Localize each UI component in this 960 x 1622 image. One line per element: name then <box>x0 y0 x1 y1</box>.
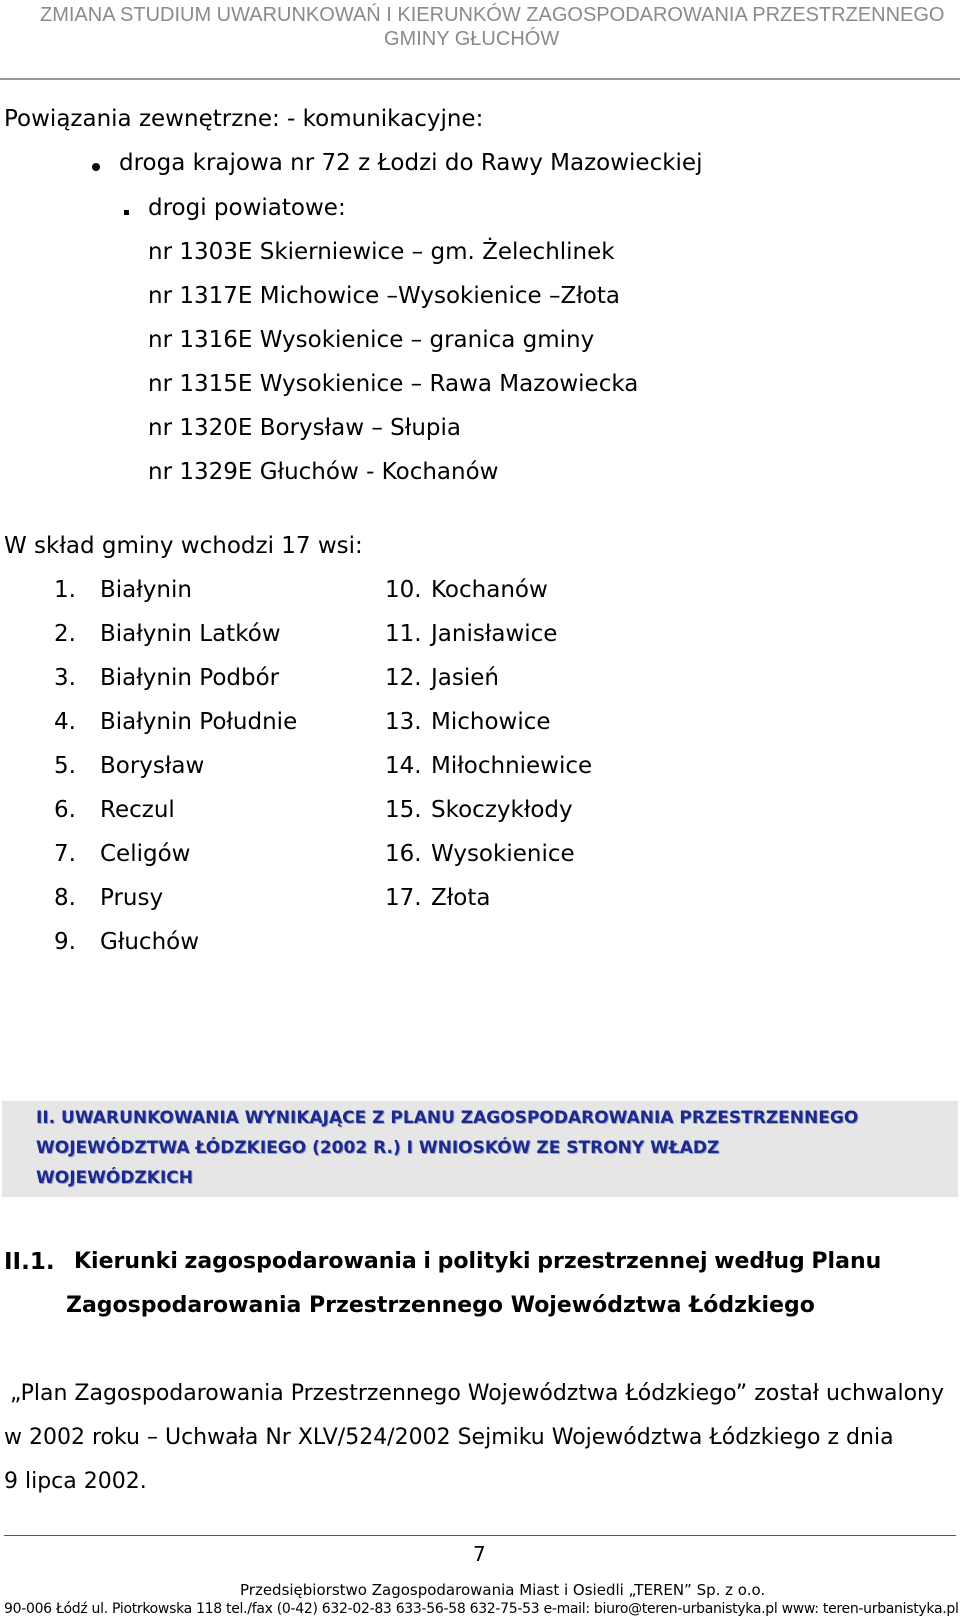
village-number: 2. <box>54 621 76 647</box>
bullet-dot <box>92 163 100 171</box>
header-divider <box>0 78 960 80</box>
national-road: droga krajowa nr 72 z Łodzi do Rawy Mazowieckiej <box>119 150 703 176</box>
connections-title: Powiązania zewnętrzne: - komunikacyjne: <box>4 106 484 132</box>
village-name: Białynin <box>100 577 192 603</box>
footer-company: Przedsiębiorstwo Zagospodarowania Miast i Osiedli „TEREN” Sp. z o.o. <box>240 1581 766 1599</box>
village-name: Prusy <box>100 885 164 911</box>
bullet-square <box>124 210 129 215</box>
village-number: 14. <box>385 753 422 779</box>
district-road: nr 1316E Wysokienice – granica gminy <box>148 327 595 353</box>
village-number: 4. <box>54 709 76 735</box>
village-number: 9. <box>54 929 76 955</box>
page-number: 7 <box>473 1542 486 1566</box>
subsection-number: II.1. <box>4 1249 55 1275</box>
village-number: 1. <box>54 577 76 603</box>
footer-address: 90-006 Łódź ul. Piotrkowska 118 tel./fax (0-42) 632-02-83 633-56-58 632-75-53 e-mail: biuro@teren-urbanistyka.pl www: teren-urbanistyka.pl <box>4 1601 959 1617</box>
village-number: 16. <box>385 841 422 867</box>
village-name: Wysokienice <box>431 841 575 867</box>
village-number: 11. <box>385 621 422 647</box>
village-name: Skoczykłody <box>431 797 573 823</box>
district-road: nr 1320E Borysław – Słupia <box>148 415 461 441</box>
village-number: 6. <box>54 797 76 823</box>
village-number: 12. <box>385 665 422 691</box>
paragraph-line2: w 2002 roku – Uchwała Nr XLV/524/2002 Sejmiku Województwa Łódzkiego z dnia <box>4 1425 894 1450</box>
district-road: nr 1315E Wysokienice – Rawa Mazowiecka <box>148 371 639 397</box>
village-name: Michowice <box>431 709 551 735</box>
village-name: Głuchów <box>100 929 200 955</box>
village-name: Borysław <box>100 753 205 779</box>
paragraph-line1: „Plan Zagospodarowania Przestrzennego Województwa Łódzkiego” został uchwalony <box>10 1381 945 1406</box>
subsection-title-line2: Zagospodarowania Przestrzennego Województwa Łódzkiego <box>66 1293 815 1318</box>
district-road: nr 1303E Skierniewice – gm. Żelechlinek <box>148 239 615 265</box>
district-road: nr 1329E Głuchów - Kochanów <box>148 459 499 485</box>
village-number: 7. <box>54 841 76 867</box>
running-header-line2: GMINY GŁUCHÓW <box>384 28 560 50</box>
village-name: Białynin Latków <box>100 621 281 647</box>
village-number: 17. <box>385 885 422 911</box>
section-heading-line3: WOJEWÓDZKICH <box>36 1168 193 1188</box>
village-number: 10. <box>385 577 422 603</box>
village-name: Białynin Południe <box>100 709 298 735</box>
subsection-title-line1: Kierunki zagospodarowania i polityki przestrzennej według Planu <box>74 1249 882 1274</box>
section-heading-line2: WOJEWÓDZTWA ŁÓDZKIEGO (2002 R.) I WNIOSKÓW ZE STRONY WŁADZ <box>36 1138 720 1158</box>
village-number: 5. <box>54 753 76 779</box>
district-road: nr 1317E Michowice –Wysokienice –Złota <box>148 283 620 309</box>
paragraph-line3: 9 lipca 2002. <box>4 1469 147 1494</box>
village-name: Kochanów <box>431 577 548 603</box>
village-number: 3. <box>54 665 76 691</box>
district-roads-label: drogi powiatowe: <box>148 195 346 221</box>
village-name: Miłochniewice <box>431 753 593 779</box>
village-number: 13. <box>385 709 422 735</box>
section-heading-line1: II. UWARUNKOWANIA WYNIKAJĄCE Z PLANU ZAGOSPODAROWANIA PRZESTRZENNEGO <box>36 1108 859 1128</box>
footer-divider <box>4 1535 956 1536</box>
village-name: Reczul <box>100 797 175 823</box>
village-name: Janisławice <box>431 621 558 647</box>
running-header-line1: ZMIANA STUDIUM UWARUNKOWAŃ I KIERUNKÓW ZAGOSPODAROWANIA PRZESTRZENNEGO <box>40 4 945 26</box>
village-name: Białynin Podbór <box>100 665 280 691</box>
village-name: Celigów <box>100 841 191 867</box>
village-name: Złota <box>431 885 491 911</box>
village-number: 15. <box>385 797 422 823</box>
village-number: 8. <box>54 885 76 911</box>
village-name: Jasień <box>431 665 499 691</box>
villages-intro: W skład gminy wchodzi 17 wsi: <box>4 533 363 559</box>
